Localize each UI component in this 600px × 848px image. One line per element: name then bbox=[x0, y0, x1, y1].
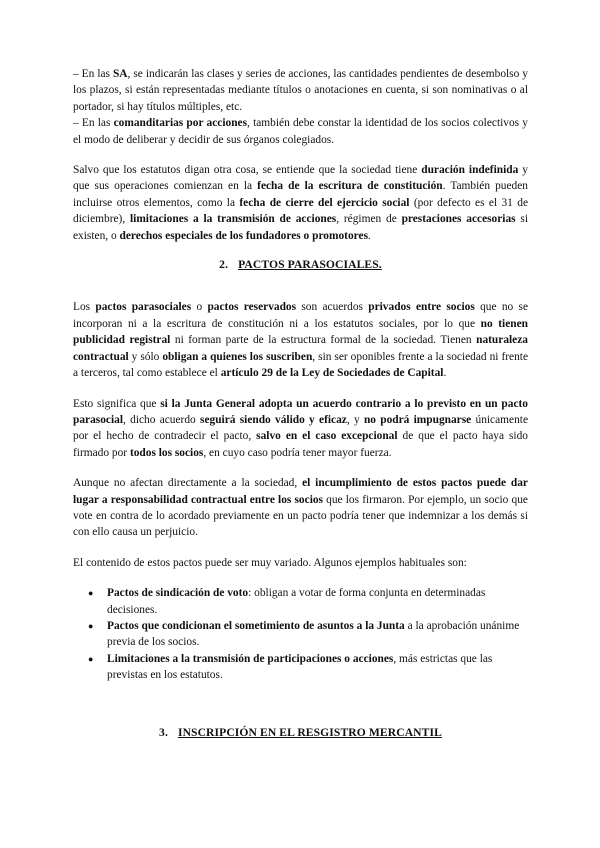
text-run: y que sus operaciones comienzan en la bbox=[73, 164, 528, 193]
bold-text: pactos reservados bbox=[207, 301, 297, 314]
text-run: Esto significa que bbox=[73, 397, 161, 410]
text-run: a la aprobación unánime previa de los socios. bbox=[107, 619, 520, 649]
list-item bbox=[73, 618, 528, 651]
section-2-number: 2. bbox=[219, 258, 229, 272]
list-item-text bbox=[107, 587, 485, 615]
text-run: , sin ser oponibles frente a la sociedad ni frente a terceros, tal como establece el bbox=[73, 350, 529, 380]
text-run: , en cuyo caso podría tener mayor fuerza. bbox=[203, 446, 392, 459]
list-item bbox=[73, 585, 528, 618]
text-run: , se indicarán las clases y series de acciones, las cantidades pendientes de desembolso y los plazos, si están representadas mediante títulos o anotaciones en cuenta, si son nominativas o al portador, si hay títulos múltiples, etc. bbox=[73, 68, 528, 113]
bold-text: pactos parasociales bbox=[95, 301, 192, 314]
bold-text: Pactos de sindicación de voto bbox=[107, 587, 249, 600]
text-run: : obligan a votar de forma conjunta en determinadas decisiones. bbox=[107, 587, 486, 616]
text-run: Aunque no afectan directamente a la sociedad, bbox=[73, 477, 303, 490]
text-run: que los firmaron. Por ejemplo, un socio que vote en contra de lo acordado previamente en un pacto podría tener que indemnizar a los demás si con ello causa un perjuicio. bbox=[73, 493, 528, 539]
bullet-icon: ● bbox=[88, 620, 94, 631]
text-run: son acuerdos bbox=[296, 301, 369, 314]
text-run: , más estrictas que las previstas en los estatutos. bbox=[107, 652, 493, 682]
text-run: . bbox=[368, 229, 371, 242]
text-run: El contenido de estos pactos puede ser muy variado. Algunos ejemplos habituales son: bbox=[73, 556, 467, 569]
section-2-title: PACTOS PARASOCIALES. bbox=[238, 258, 382, 272]
section-3-heading bbox=[73, 725, 528, 741]
bullet-icon: ● bbox=[88, 653, 94, 664]
text-run: (por defecto es el 31 de diciembre), bbox=[73, 196, 528, 226]
examples-list bbox=[73, 585, 528, 683]
text-run: , también debe constar la identidad de los socios colectivos y el modo de deliberar y decidir de sus órganos colegiados. bbox=[73, 117, 529, 146]
bold-text: fecha de cierre del ejercicio social bbox=[239, 196, 410, 209]
bold-text: todos los socios bbox=[129, 446, 204, 459]
bullet-icon: ● bbox=[88, 588, 94, 599]
bold-text: naturaleza contractual bbox=[73, 334, 528, 363]
section-2-heading bbox=[73, 257, 528, 273]
bold-text: duración indefinida bbox=[421, 164, 519, 177]
bold-text: Limitaciones a la transmisión de participaciones o acciones bbox=[107, 652, 394, 665]
bold-text: obligan a quienes los suscriben bbox=[162, 350, 313, 363]
bold-text: Pactos que condicionan el sometimiento de asuntos a la Junta bbox=[107, 619, 405, 632]
text-run: y sólo bbox=[128, 350, 163, 363]
bold-text: comanditarias por acciones bbox=[113, 117, 248, 130]
bold-text: no tienen publicidad registral bbox=[73, 317, 528, 347]
pactos-intro-paragraph bbox=[73, 299, 528, 381]
text-run: que no se incorporan ni a la escritura de constitución ni a los estatutos sociales, por lo que bbox=[73, 301, 529, 330]
sa-paragraph bbox=[73, 66, 528, 115]
text-run: , dicho acuerdo bbox=[123, 413, 201, 426]
bold-text: seguirá siendo válido y eficaz bbox=[200, 413, 347, 426]
bold-text: limitaciones a la transmisión de acciones bbox=[129, 213, 337, 226]
comanditarias-paragraph bbox=[73, 115, 528, 148]
section-3-title: INSCRIPCIÓN EN EL RESGISTRO MERCANTIL bbox=[177, 725, 442, 739]
bold-text: derechos especiales de los fundadores o promotores bbox=[119, 229, 368, 242]
text-run: , y bbox=[346, 413, 364, 426]
list-item bbox=[73, 651, 528, 684]
text-run: ni forman parte de la estructura formal de la sociedad. Tienen bbox=[170, 334, 477, 347]
document-page bbox=[73, 66, 528, 741]
text-run: , régimen de bbox=[336, 213, 402, 226]
list-item-text bbox=[107, 620, 519, 648]
bold-text: SA bbox=[112, 68, 128, 80]
text-run: – En las bbox=[73, 68, 113, 80]
text-run: . También pueden incluirse otros elementos, como la bbox=[73, 180, 528, 209]
text-run: o bbox=[191, 301, 208, 314]
duracion-paragraph bbox=[73, 162, 528, 244]
bold-text: privados entre socios bbox=[368, 301, 475, 314]
text-run: Los bbox=[73, 301, 96, 314]
bold-text: salvo en el caso excepcional bbox=[256, 430, 398, 443]
bold-text: no podrá impugnarse bbox=[363, 413, 472, 426]
incumplimiento-paragraph bbox=[73, 475, 528, 541]
bold-text: fecha de la escritura de constitución bbox=[257, 180, 443, 193]
text-run: – En las bbox=[73, 117, 114, 130]
junta-paragraph bbox=[73, 396, 528, 462]
text-run: únicamente por el hecho de contradecir el pacto, bbox=[73, 413, 529, 443]
list-item-text bbox=[107, 653, 492, 681]
bold-text: el incumplimiento de estos pactos puede dar lugar a responsabilidad contractual entre los socios bbox=[73, 477, 528, 506]
bold-text: prestaciones accesorias bbox=[401, 213, 516, 226]
section-3-number: 3. bbox=[159, 725, 168, 739]
bold-text: artículo 29 de la Ley de Sociedades de Capital bbox=[220, 367, 444, 380]
text-run: Salvo que los estatutos digan otra cosa, se entiende que la sociedad tiene bbox=[73, 164, 422, 177]
contenido-paragraph bbox=[73, 555, 528, 571]
text-run: . bbox=[443, 367, 447, 380]
bold-text: si la Junta General adopta un acuerdo contrario a lo previsto en un pacto parasocial bbox=[73, 397, 528, 426]
text-run: si existen, o bbox=[73, 213, 529, 242]
text-run: de que el pacto haya sido firmado por bbox=[73, 430, 528, 459]
